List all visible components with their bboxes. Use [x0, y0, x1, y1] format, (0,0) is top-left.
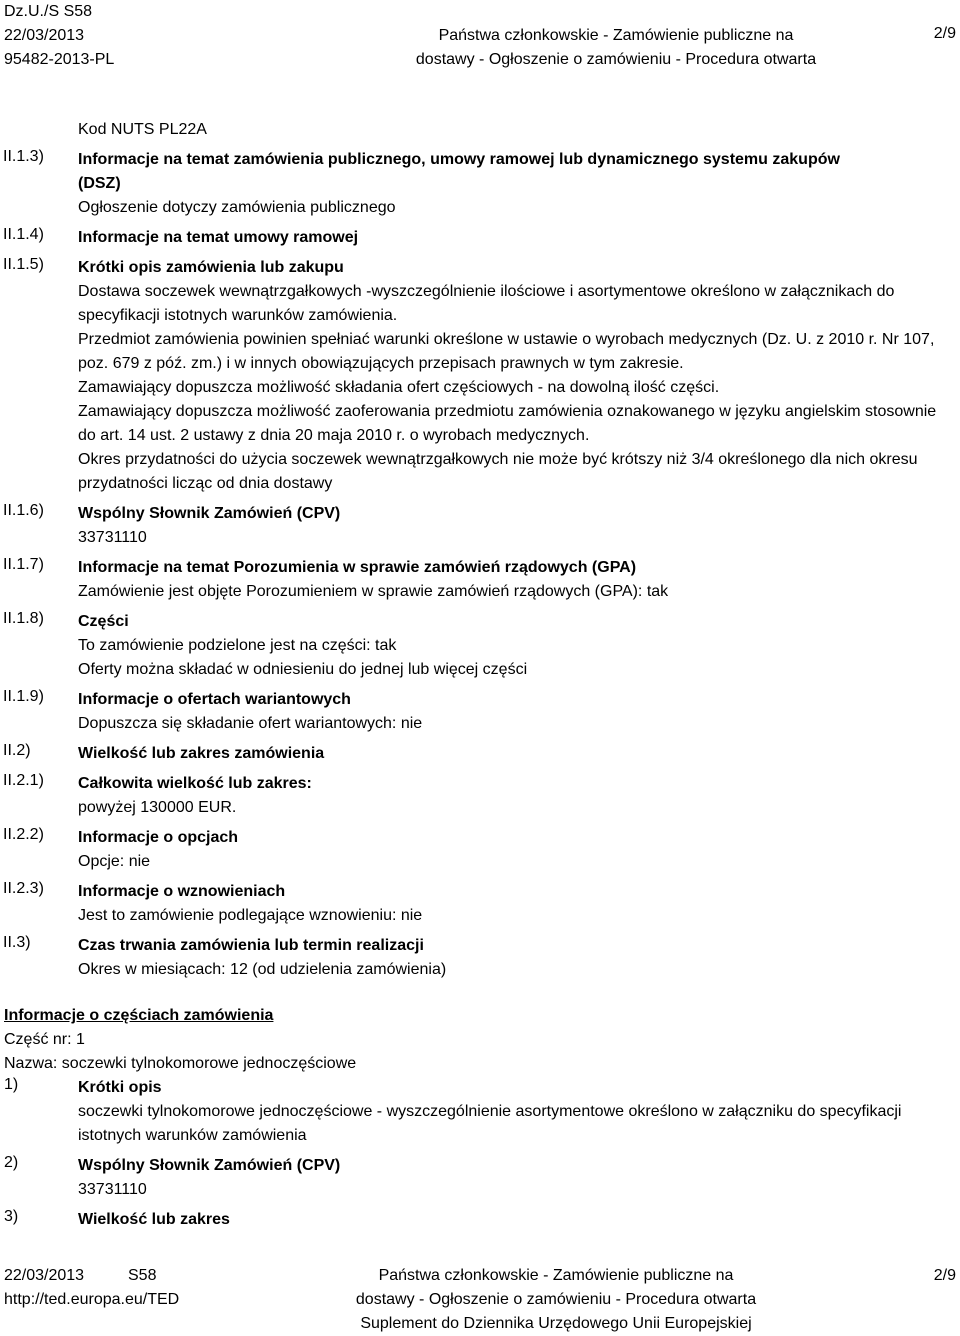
section-text: Oferty można składać w odniesieniu do jednej lub więcej części	[78, 661, 528, 678]
nuts-code: Kod NUTS PL22A	[78, 121, 207, 138]
lots-section	[0, 1004, 960, 1232]
header-date: 22/03/2013	[4, 27, 85, 44]
section-II-3	[0, 934, 960, 982]
section-heading: Informacje na temat Porozumienia w sprawie zamówień rządowych (GPA)	[78, 559, 637, 576]
description-paragraph: Zamawiający dopuszcza możliwość składania ofert częściowych - na dowolną ilość części.	[78, 379, 720, 396]
section-number: II.2.3)	[3, 880, 44, 897]
footer-title-line3: Suplement do Dziennika Urzędowego Unii Europejskiej	[360, 1315, 752, 1332]
footer-url[interactable]: http://ted.europa.eu/TED	[4, 1291, 180, 1308]
section-II-1-3	[0, 148, 960, 220]
section-heading: Wspólny Słownik Zamówień (CPV)	[78, 505, 341, 522]
footer-title-line1: Państwa członkowskie - Zamówienie publiczne na	[378, 1267, 734, 1284]
section-II-2-2	[0, 826, 960, 874]
lot-item-heading: Wspólny Słownik Zamówień (CPV)	[78, 1157, 341, 1174]
section-heading: Części	[78, 613, 129, 630]
section-heading: Informacje o opcjach	[78, 829, 239, 846]
section-number: II.1.9)	[3, 688, 44, 705]
section-heading: Informacje na temat umowy ramowej	[78, 229, 359, 246]
section-text: Opcje: nie	[78, 853, 151, 870]
footer-title-line2: dostawy - Ogłoszenie o zamówieniu - Procedura otwarta	[355, 1291, 757, 1308]
header-id: 95482-2013-PL	[4, 51, 115, 68]
lot-item-text: 33731110	[78, 1181, 147, 1198]
section-number: II.1.7)	[3, 556, 44, 573]
section-II-1-9	[0, 688, 960, 736]
section-text: Okres w miesiącach: 12 (od udzielenia zamówienia)	[78, 961, 447, 978]
footer-date: 22/03/2013	[4, 1267, 85, 1284]
description-paragraph: Zamawiający dopuszcza możliwość zaoferowania przedmiotu zamówienia oznakowanego w języku angielskim stosownie do art. 14 ust. 2 ustawy z dnia 20 maja 2010 r. o wyrobach medycznych.	[78, 403, 937, 444]
lots-title: Informacje o częściach zamówienia	[4, 1007, 274, 1024]
section-text: powyżej 130000 EUR.	[78, 799, 237, 816]
header-title-line2: dostawy - Ogłoszenie o zamówieniu - Procedura otwarta	[415, 51, 817, 68]
header-ref: Dz.U./S S58	[4, 3, 93, 20]
section-number: II.1.3)	[3, 148, 44, 165]
section-II-2-3	[0, 880, 960, 928]
section-heading: Wielkość lub zakres zamówienia	[78, 745, 325, 762]
lot-item-text: soczewki tylnokomorowe jednoczęściowe - wyszczególnienie asortymentowe określono w załączniku do specyfikacji istotnych warunków zamówienia	[78, 1103, 902, 1144]
footer-series: S58	[128, 1267, 157, 1284]
lot-item-2	[0, 1154, 960, 1202]
cpv-code: 33731110	[78, 529, 147, 546]
section-number: II.1.6)	[3, 502, 44, 519]
section-number: II.1.4)	[3, 226, 44, 243]
section-II-2	[0, 742, 960, 766]
section-number: II.2.2)	[3, 826, 44, 843]
section-number: II.3)	[3, 934, 31, 951]
section-heading-cont: (DSZ)	[78, 175, 121, 192]
lot-item-number: 2)	[4, 1154, 19, 1171]
section-II-1-8	[0, 610, 960, 682]
section-II-1-6	[0, 502, 960, 550]
section-number: II.2.1)	[3, 772, 44, 789]
description-paragraph: Okres przydatności do użycia soczewek wewnątrzgałkowych nie może być krótszy niż 3/4 określonego dla nich okresu przydatności licząc od dnia dostawy	[78, 451, 918, 492]
lot-number: Część nr: 1	[4, 1031, 85, 1048]
description-paragraph: Dostawa soczewek wewnątrzgałkowych -wyszczególnienie ilościowe i asortymentowe określono w załącznikach do specyfikacji istotnych warunków zamówienia.	[78, 283, 895, 324]
lot-item-heading: Wielkość lub zakres	[78, 1211, 230, 1228]
section-heading: Informacje o ofertach wariantowych	[78, 691, 351, 708]
lot-item-heading: Krótki opis	[78, 1079, 162, 1096]
section-text: Zamówienie jest objęte Porozumieniem w sprawie zamówień rządowych (GPA): tak	[78, 583, 669, 600]
section-heading: Czas trwania zamówienia lub termin realizacji	[78, 937, 424, 954]
section-text: Jest to zamówienie podlegające wznowieniu: nie	[78, 907, 423, 924]
document-body	[0, 118, 960, 982]
section-heading: Krótki opis zamówienia lub zakupu	[78, 259, 344, 276]
section-heading: Informacje na temat zamówienia publicznego, umowy ramowej lub dynamicznego systemu zakupów	[78, 151, 840, 168]
header-title	[240, 0, 960, 72]
lot-item-3	[0, 1208, 960, 1232]
lot-item-1	[0, 1076, 960, 1148]
lot-item-number: 1)	[4, 1076, 19, 1093]
section-II-1-7	[0, 556, 960, 604]
section-number: II.1.8)	[3, 610, 44, 627]
lot-item-number: 3)	[4, 1208, 19, 1225]
section-heading: Całkowita wielkość lub zakres:	[78, 775, 312, 792]
section-text: Dopuszcza się składanie ofert wariantowych: nie	[78, 715, 423, 732]
section-II-2-1	[0, 772, 960, 820]
footer-title	[280, 1264, 832, 1336]
header-page-number: 2/9	[933, 25, 956, 42]
section-II-1-5	[0, 256, 960, 496]
lot-name: Nazwa: soczewki tylnokomorowe jednoczęściowe	[4, 1055, 357, 1072]
section-number: II.2)	[3, 742, 31, 759]
header-title-line1: Państwa członkowskie - Zamówienie publiczne na	[438, 27, 794, 44]
section-number: II.1.5)	[3, 256, 44, 273]
section-text: To zamówienie podzielone jest na części: tak	[78, 637, 397, 654]
section-heading: Informacje o wznowieniach	[78, 883, 286, 900]
section-II-1-4	[0, 226, 960, 250]
section-text: Ogłoszenie dotyczy zamówienia publicznego	[78, 199, 396, 216]
footer-page-number: 2/9	[933, 1267, 956, 1284]
description-paragraph: Przedmiot zamówienia powinien spełniać warunki określone w ustawie o wyrobach medycznych (Dz. U. z 2010 r. Nr 107, poz. 679 z póź. zm.) i w innych obowiązujących przepisach prawnych w tym zakresie.	[78, 331, 935, 372]
